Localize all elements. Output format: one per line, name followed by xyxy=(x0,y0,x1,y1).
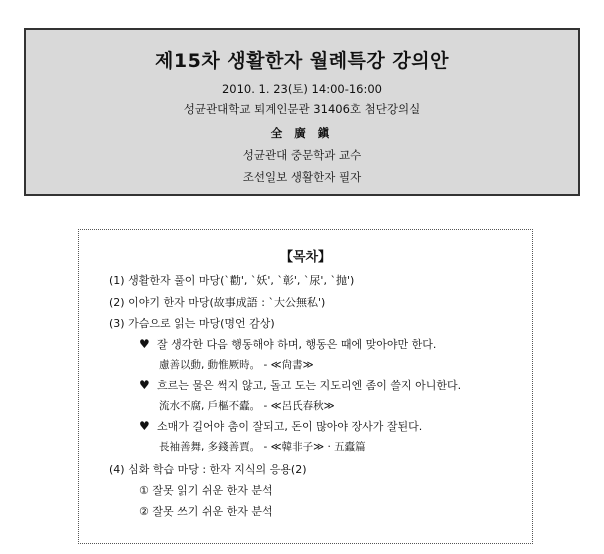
heart-icon: ♥ xyxy=(139,419,150,433)
quote-2 xyxy=(139,378,461,393)
lecturer-column: 조선일보 생활한자 필자 xyxy=(242,170,362,184)
page-title: 제15차 생활한자 월례특강 강의안 xyxy=(155,50,449,72)
heart-icon: ♥ xyxy=(139,337,150,351)
toc-subitem-1: ① 잘못 읽기 쉬운 한자 분석 xyxy=(139,484,273,497)
toc-section-1: (1) 생활한자 풀이 마당(`勸', `妖', `彰', `尿', `抛') xyxy=(109,274,355,287)
lecture-datetime: 2010. 1. 23(토) 14:00-16:00 xyxy=(221,82,382,96)
table-of-contents xyxy=(78,229,533,544)
quote-1-source: 慮善以動, 動惟厥時。 - ≪尙書≫ xyxy=(159,359,314,371)
toc-section-3: (3) 가슴으로 읽는 마당(명언 감상) xyxy=(109,317,275,330)
toc-section-4: (4) 심화 학습 마당 : 한자 지식의 응용(2) xyxy=(109,463,307,476)
header-box xyxy=(24,28,580,196)
lecturer-name: 全 廣 鎭 xyxy=(270,126,334,140)
quote-1 xyxy=(139,337,436,352)
quote-3-text: 소매가 길어야 춤이 잘되고, 돈이 많아야 장사가 잘된다. xyxy=(157,420,423,433)
lecturer-affiliation: 성균관대 중문학과 교수 xyxy=(242,148,362,162)
quote-2-source: 流水不腐, 戶樞不蠹。 - ≪呂氏春秋≫ xyxy=(159,400,335,412)
quote-1-text: 잘 생각한 다음 행동해야 하며, 행동은 때에 맞아야만 한다. xyxy=(157,338,437,351)
toc-subitem-2: ② 잘못 쓰기 쉬운 한자 분석 xyxy=(139,505,273,518)
lecture-venue: 성균관대학교 퇴계인문관 31406호 첨단강의실 xyxy=(183,102,421,116)
toc-section-2: (2) 이야기 한자 마당(故事成語 : `大公無私') xyxy=(109,296,326,309)
quote-3-source: 長袖善舞, 多錢善賈。 - ≪韓非子≫ · 五蠹篇 xyxy=(159,441,366,453)
quote-3 xyxy=(139,419,422,434)
toc-title: 【목차】 xyxy=(279,250,332,265)
quote-2-text: 흐르는 물은 썩지 않고, 돌고 도는 지도리엔 좀이 쓸지 아니한다. xyxy=(157,379,462,392)
heart-icon: ♥ xyxy=(139,378,150,392)
